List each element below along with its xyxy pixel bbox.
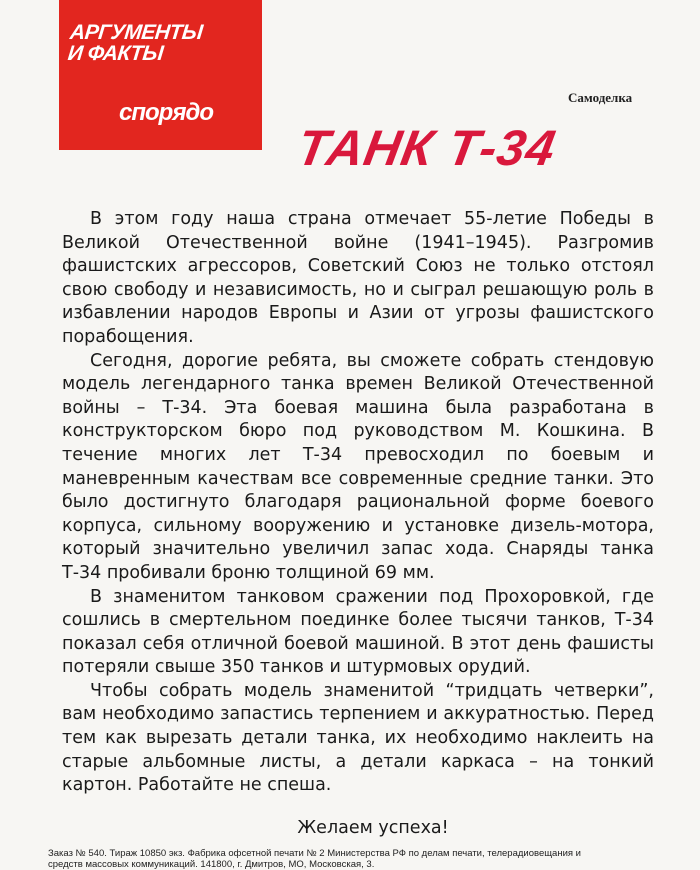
publisher-logo bbox=[59, 0, 262, 150]
imprint-line-2: средств массовых коммуникаций. 141800, г. Дмитров, МО, Московская, 3. bbox=[48, 859, 375, 870]
paragraph-1: В этом году наша страна отмечает 55-летие Победы в Великой Отечественной войне (1941–1945). Разгромив фашистских агрессоров, Советский Союз не только отстоял свою свободу и независимость, но и сыграл решающую роль в избавлении народов Европы и Азии от угрозы фашистского порабощения. bbox=[62, 209, 654, 347]
closing-line: Желаем успеха! bbox=[297, 818, 449, 838]
imprint bbox=[48, 848, 688, 870]
article-body bbox=[62, 208, 654, 798]
logo-title bbox=[67, 22, 261, 64]
page-title: ТАНК Т-34 bbox=[293, 120, 561, 176]
paragraph-2: Сегодня, дорогие ребята, вы сможете собрать стендовую модель легендарного танка времен Великой Отечественной войны – Т-34. Эта боевая машина была разработана в конструкторском бюро под руководством М. Кошкина. В течение многих лет Т-34 превосходил по боевым и маневренным качествам все современные средние танки. Это было достигнуто благодаря рациональной форме боевого корпуса, сильному вооружению и установке дизель-мотора, который значительно увеличил запас хода. Снаряды танка Т-34 пробивали броню толщиной 69 мм. bbox=[62, 350, 654, 583]
paragraph-3: В знаменитом танковом сражении под Прохоровкой, где сошлись в смертельном поединке более тысячи танков, Т-34 показал себя отличной боевой машиной. В этот день фашисты потеряли свыше 350 танков и штурмовых орудий. bbox=[62, 586, 654, 678]
logo-title-line1: АРГУМЕНТЫ bbox=[68, 21, 204, 44]
logo-title-line2: И ФАКТЫ bbox=[66, 42, 165, 65]
section-label: Самоделка bbox=[568, 90, 633, 105]
imprint-line-1: Заказ № 540. Тираж 10850 экз. Фабрика офсетной печати № 2 Министерства РФ по делам печати, телерадиовещания и bbox=[48, 848, 581, 859]
paragraph-4: Чтобы собрать модель знаменитой “тридцать четверки”, вам необходимо запастись терпением и аккуратностью. Перед тем как вырезать детали танка, их необходимо наклеить на старые альбомные листы, а детали каркаса – на тонкий картон. Работайте не спеша. bbox=[62, 680, 654, 796]
logo-subtitle: спорядо bbox=[119, 99, 213, 126]
